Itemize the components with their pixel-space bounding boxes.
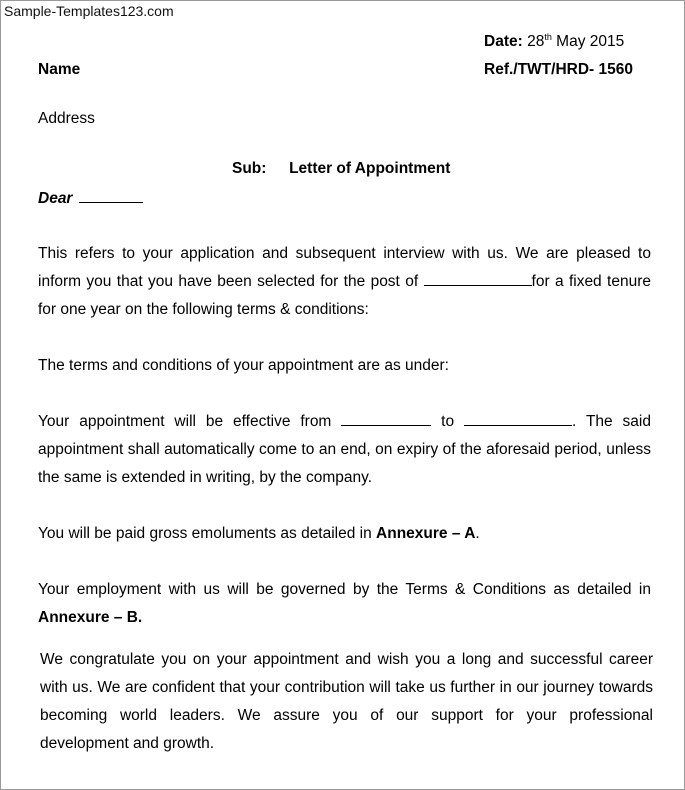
date-label: Date: <box>484 33 523 50</box>
paragraph-selection: This refers to your application and subsequent interview with us. We are pleased to inform you that you have been selected for the post of for a fixed tenure for one year on the following terms & conditions: <box>38 245 651 318</box>
paragraph-employment-terms: Your employment with us will be governed by the Terms & Conditions as detailed in Annexure – B. <box>38 581 651 626</box>
paragraph-emoluments: You will be paid gross emoluments as detailed in Annexure – A. <box>38 525 480 542</box>
paragraph-terms-intro: The terms and conditions of your appointment are as under: <box>38 357 449 374</box>
annexure-b: Annexure – B. <box>38 609 143 626</box>
paragraph-congratulations: We congratulate you on your appointment and wish you a long and successful career with us. We are confident that your contribution will take us further in our journey towards becoming world leaders. We assure you of our support for your professional development and growth. <box>40 651 653 752</box>
salutation <box>38 188 143 208</box>
watermark-text: Sample-Templates123.com <box>4 3 174 19</box>
start-date-blank <box>341 411 431 426</box>
letter-date <box>484 33 624 51</box>
recipient-name-blank <box>79 188 143 203</box>
address-label: Address <box>38 110 95 127</box>
date-day: 28th <box>527 31 552 50</box>
paragraph-effective-period: Your appointment will be effective from to . The said appointment shall automatically come to an end, on expiry of the aforesaid period, unless the same is extended in writing, by the company. <box>38 413 651 486</box>
subject-label: Sub: <box>232 160 267 177</box>
post-blank <box>424 271 532 286</box>
reference-number: Ref./TWT/HRD- 1560 <box>484 61 633 78</box>
end-date-blank <box>464 411 572 426</box>
name-label: Name <box>38 61 81 78</box>
date-rest: May 2015 <box>556 33 625 50</box>
subject-text: Letter of Appointment <box>289 160 451 177</box>
annexure-a: Annexure – A <box>376 525 476 542</box>
salutation-text: Dear <box>38 190 73 207</box>
subject-line <box>232 160 450 178</box>
